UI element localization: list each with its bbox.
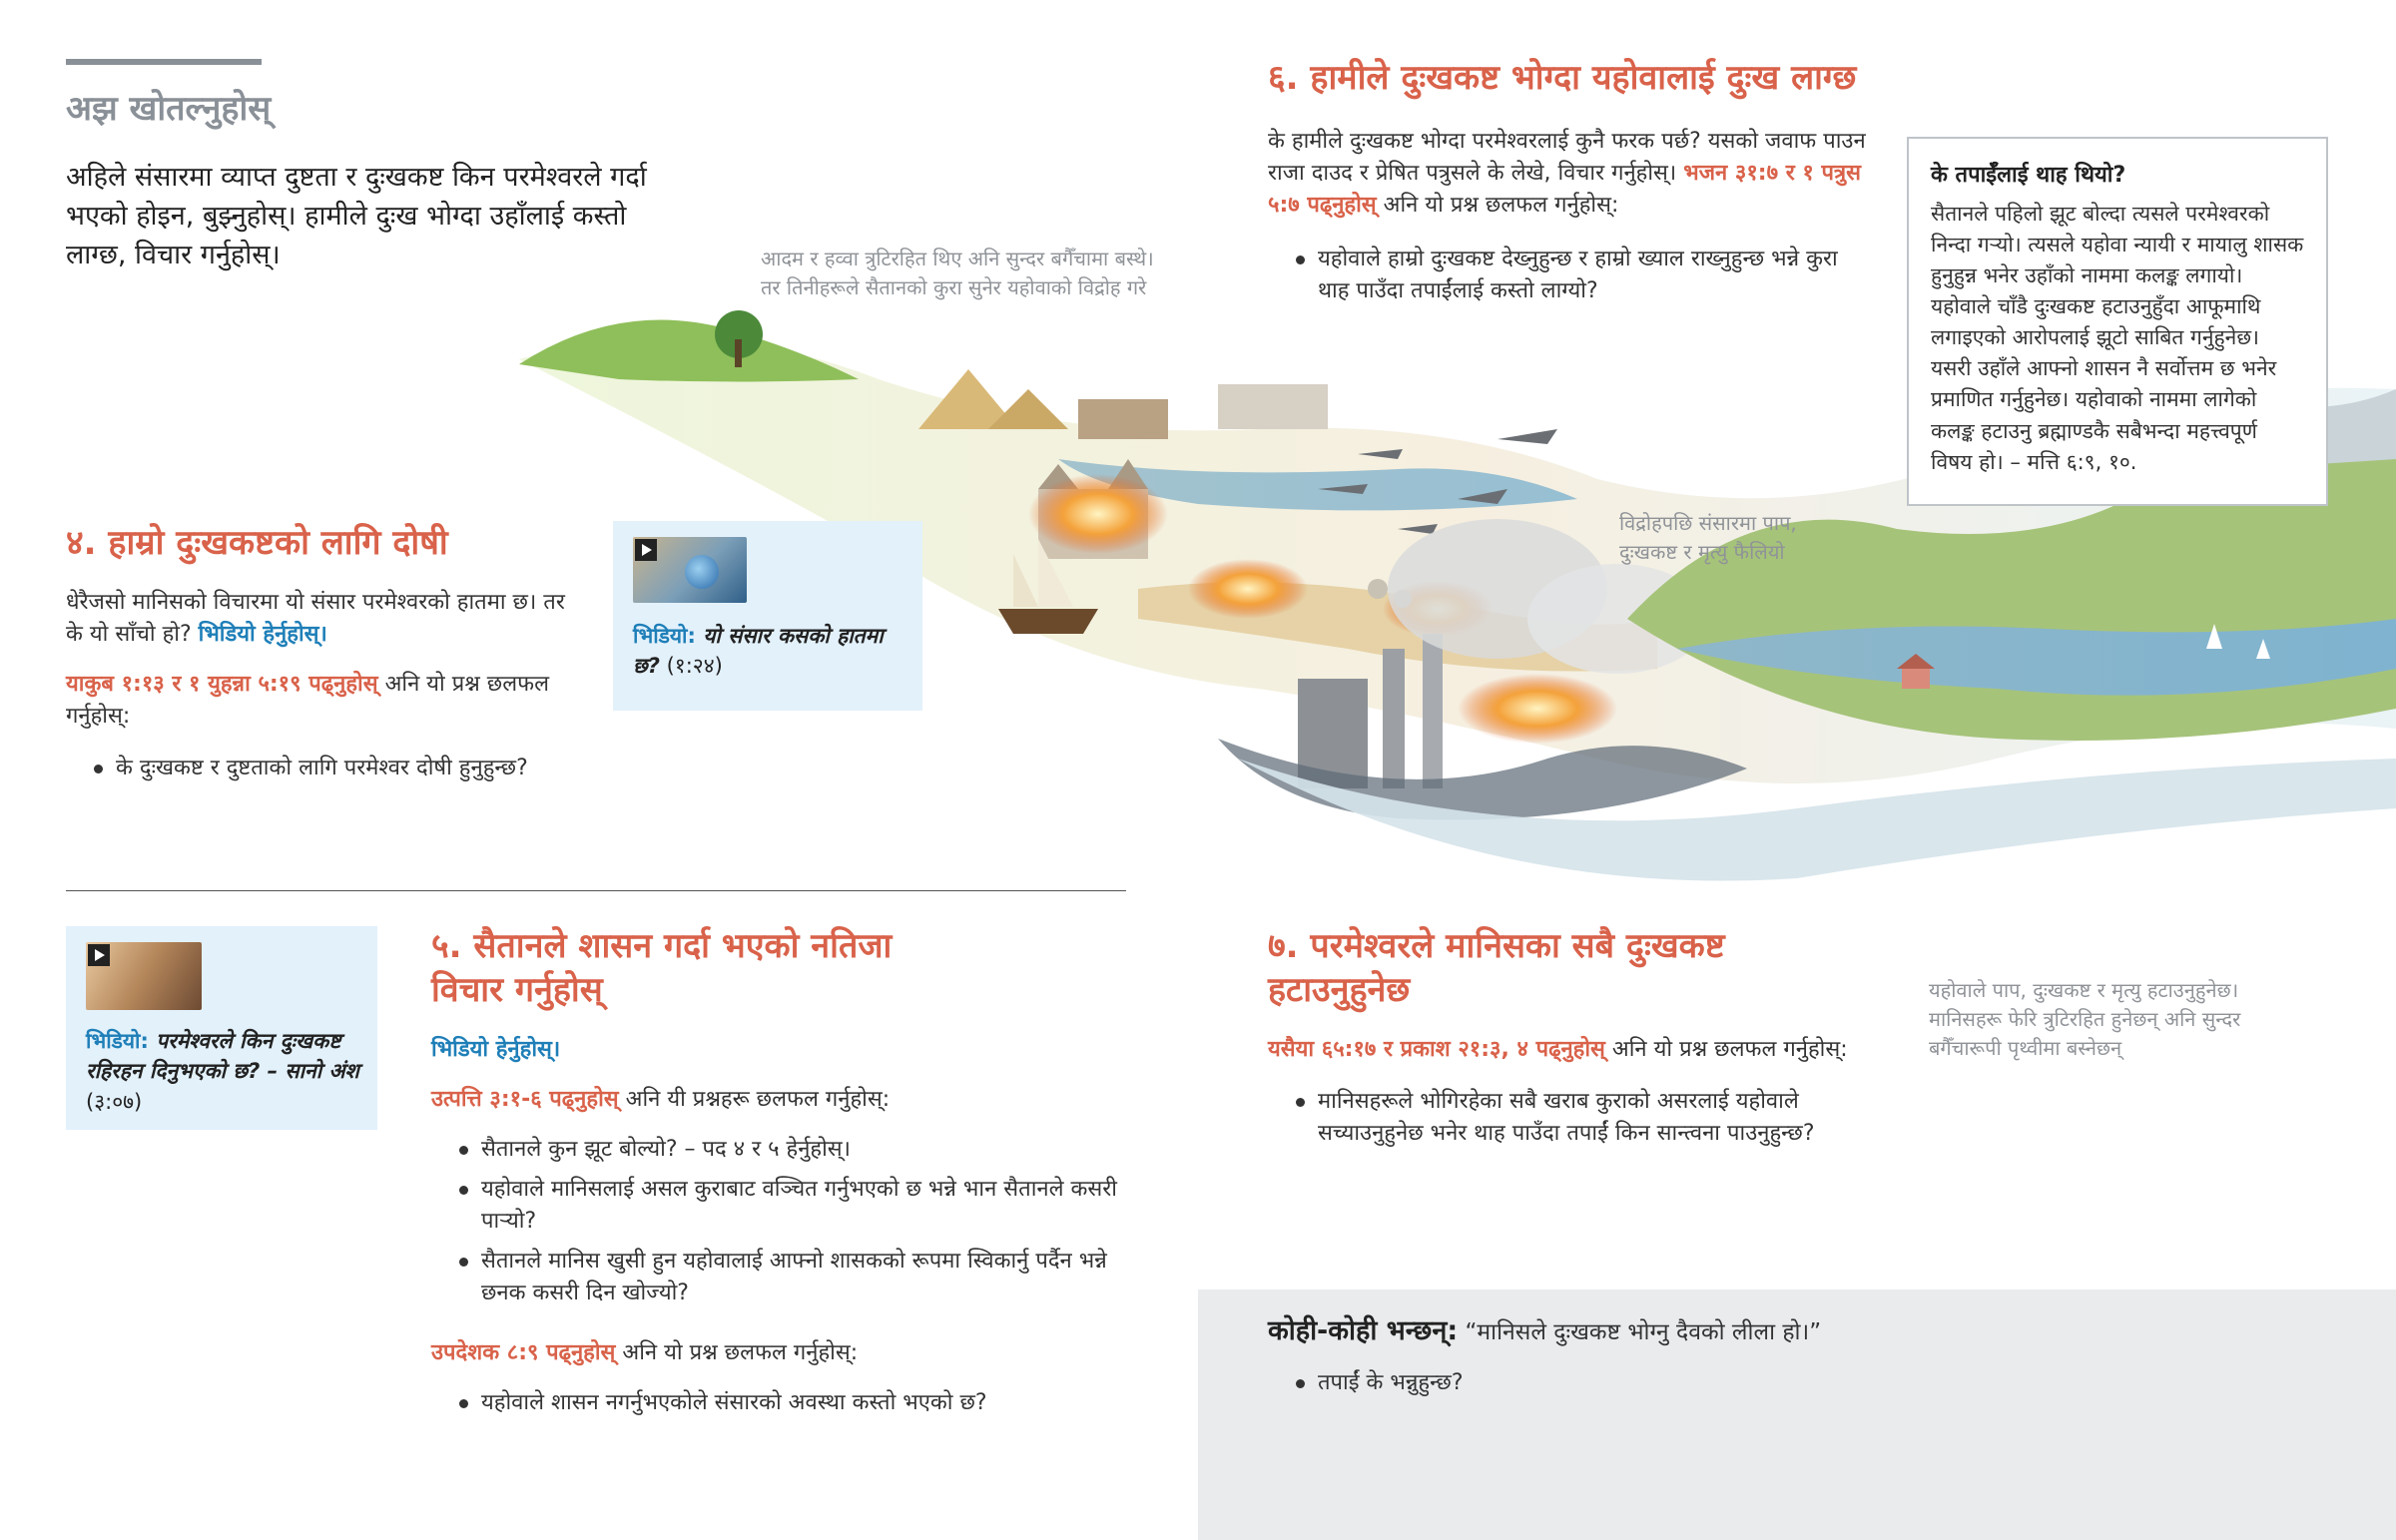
- section4-body: [66, 587, 575, 651]
- section4-bullets: [88, 753, 587, 792]
- list-item: मानिसहरूले भोगिरहेका सबै खराब कुराको असरलाई यहोवाले सच्याउनुहुनेछ भनेर थाह पाउँदा तपाईं किन सान्त्वना पाउनुहुन्छ?: [1290, 1086, 1889, 1150]
- section7-read-ref[interactable]: यसैया ६५:१७ र प्रकाश २१:३, ४ पढ्नुहोस्: [1268, 1037, 1605, 1062]
- caption-future: यहोवाले पाप, दुःखकष्ट र मृत्यु हटाउनुहुनेछ। मानिसहरू फेरि त्रुटिरहित हुनेछन् अनि सुन्दर बगैँचारूपी पृथ्वीमा बस्नेछन्: [1929, 978, 2241, 1060]
- play-icon[interactable]: [88, 944, 110, 966]
- section5-read-ref2[interactable]: उपदेशक ८:९ पढ्नुहोस्: [431, 1340, 616, 1365]
- section4-video-link[interactable]: भिडियो हेर्नुहोस्।: [198, 621, 327, 647]
- some-say-panel: [1198, 1289, 2396, 1540]
- section6-read-ref[interactable]: भजन ३१:७ र १ पत्रुस ५:७ पढ्नुहोस्: [1268, 160, 1861, 218]
- list-item: यहोवाले शासन नगर्नुभएकोले संसारको अवस्था कस्तो भएको छ?: [453, 1387, 1132, 1419]
- section7-heading: ७. परमेश्वरले मानिसका सबै दुःखकष्ट हटाउनुहुनेछ: [1268, 926, 1725, 1011]
- section5-bullets2: [453, 1387, 1132, 1427]
- video-thumbnail[interactable]: [86, 942, 202, 1010]
- did-you-know-sidebar: [1907, 137, 2328, 506]
- section7-read: यसैया ६५:१७ र प्रकाश २१:३, ४ पढ्नुहोस् अनि यो प्रश्न छलफल गर्नुहोस्:: [1268, 1037, 1848, 1062]
- list-item: यहोवाले मानिसलाई असल कुराबाट वञ्चित गर्नुभएको छ भन्ने भान सैतानले कसरी पार्‍यो?: [453, 1174, 1132, 1238]
- list-item: के दुःखकष्ट र दुष्टताको लागि परमेश्वर दोषी हुनुहुन्छ?: [88, 753, 587, 784]
- intro-text: अहिले संसारमा व्याप्त दुष्टता र दुःखकष्ट किन परमेश्वरले गर्दा भएको होइन, बुझ्नुहोस्। हामीले दुःख भोग्दा उहाँलाई कस्तो लाग्छ, विचार गर्नुहोस्।: [66, 162, 647, 271]
- list-item: तपाईं के भन्नुहुन्छ?: [1290, 1367, 2188, 1399]
- caption-rebellion: विद्रोहपछि संसारमा पाप, दुःखकष्ट र मृत्यु फैलियो: [1619, 511, 1797, 564]
- intro-title: अझ खोतल्नुहोस्: [66, 89, 272, 129]
- list-item: सैतानले मानिस खुसी हुन यहोवालाई आफ्नो शासकको रूपमा स्विकार्नु पर्दैन भन्ने छनक कसरी दिन खोज्यो?: [453, 1246, 1132, 1309]
- sidebar-title: के तपाईँलाई थाह थियो?: [1931, 163, 2126, 188]
- section6-heading: ६. हामीले दुःखकष्ट भोग्दा यहोवालाई दुःख लाग्छ: [1268, 58, 1857, 98]
- section5-read1: उत्पत्ति ३:१-६ पढ्नुहोस् अनि यी प्रश्नहरू छलफल गर्नुहोस्:: [431, 1087, 891, 1112]
- intro-rule: [66, 59, 262, 65]
- caption-garden: आदम र हव्वा त्रुटिरहित थिए अनि सुन्दर बगैँचामा बस्थे। तर तिनीहरूले सैतानको कुरा सुनेर यहोवाको विद्रोह गरे: [761, 247, 1154, 299]
- section5-bullets1: [453, 1134, 1132, 1316]
- section4-video-caption: भिडियो: यो संसार कसको हातमा छ? (१:२४): [633, 624, 884, 679]
- some-say-label: कोही-कोही भन्छन्:: [1268, 1315, 1459, 1346]
- section-divider: [66, 890, 1126, 891]
- some-say-bullets: [1290, 1367, 2188, 1407]
- section4-video-card[interactable]: [613, 521, 922, 711]
- section5-heading: ५. सैतानले शासन गर्दा भएको नतिजा विचार गर्नुहोस्: [431, 926, 893, 1011]
- sidebar-text: सैतानले पहिलो झूट बोल्दा त्यसले परमेश्वरको निन्दा गर्‍यो। त्यसले यहोवा न्यायी र मायालु शासक हुनुहुन्न भनेर उहाँको नाममा कलङ्क लगायो। यहोवाले चाँडै दुःखकष्ट हटाउनुहुँदा आफूमाथि लगाइएको आरोपलाई झूटो साबित गर्नुहुनेछ। यसरी उहाँले आफ्नो शासन नै सर्वोत्तम छ भनेर प्रमाणित गर्नुहुनेछ। यहोवाको नाममा लागेको कलङ्क हटाउनु ब्रह्माण्डकै सबैभन्दा महत्त्वपूर्ण विषय हो। – मत्ति ६:९, १०.: [1931, 202, 2304, 474]
- section4-read-ref[interactable]: याकुब १:१३ र १ युहन्ना ५:१९ पढ्नुहोस्: [66, 672, 378, 697]
- play-icon[interactable]: [635, 539, 657, 561]
- section6-bullets: [1290, 244, 1874, 315]
- section5-read-ref1[interactable]: उत्पत्ति ३:१-६ पढ्नुहोस्: [431, 1087, 619, 1112]
- section4-heading: ४. हाम्रो दुःखकष्टको लागि दोषी: [66, 523, 448, 563]
- section7-bullets: [1290, 1086, 1889, 1158]
- section4-text: धेरैजसो मानिसको विचारमा यो संसार परमेश्वरको हातमा छ। तर के यो साँचो हो?: [66, 590, 565, 647]
- list-item: यहोवाले हाम्रो दुःखकष्ट देख्नुहुन्छ र हाम्रो ख्याल राख्नुहुन्छ भन्ने कुरा थाह पाउँदा तपाईंलाई कस्तो लाग्यो?: [1290, 244, 1874, 307]
- some-say-quote: “मानिसले दुःखकष्ट भोग्नु दैवको लीला हो।”: [1458, 1319, 1822, 1345]
- list-item: सैतानले कुन झूट बोल्यो? – पद ४ र ५ हेर्नुहोस्।: [453, 1134, 1132, 1166]
- section6-body: के हामीले दुःखकष्ट भोग्दा परमेश्वरलाई कुनै फरक पर्छ? यसको जवाफ पाउन राजा दाउद र प्रेषित पत्रुसले के लेखे, विचार गर्नुहोस्। भजन ३१:७ र १ पत्रुस ५:७ पढ्नुहोस् अनि यो प्रश्न छलफल गर्नुहोस्:: [1268, 129, 1866, 218]
- some-say-line: [1268, 1311, 2266, 1350]
- video-thumbnail[interactable]: [633, 537, 747, 603]
- section4-read-rest: अनि यो प्रश्न छलफल गर्नुहोस्:: [66, 672, 550, 729]
- section4-read: [66, 669, 575, 733]
- section5-video-caption: भिडियो: परमेश्वरले किन दुःखकष्ट रहिरहन दिनुभएको छ? – सानो अंश (३:०७): [86, 1029, 359, 1114]
- section5-video-card[interactable]: [66, 926, 377, 1130]
- section5-read2: उपदेशक ८:९ पढ्नुहोस् अनि यो प्रश्न छलफल गर्नुहोस्:: [431, 1340, 859, 1365]
- section5-video-link: भिडियो हेर्नुहोस्।: [431, 1037, 561, 1062]
